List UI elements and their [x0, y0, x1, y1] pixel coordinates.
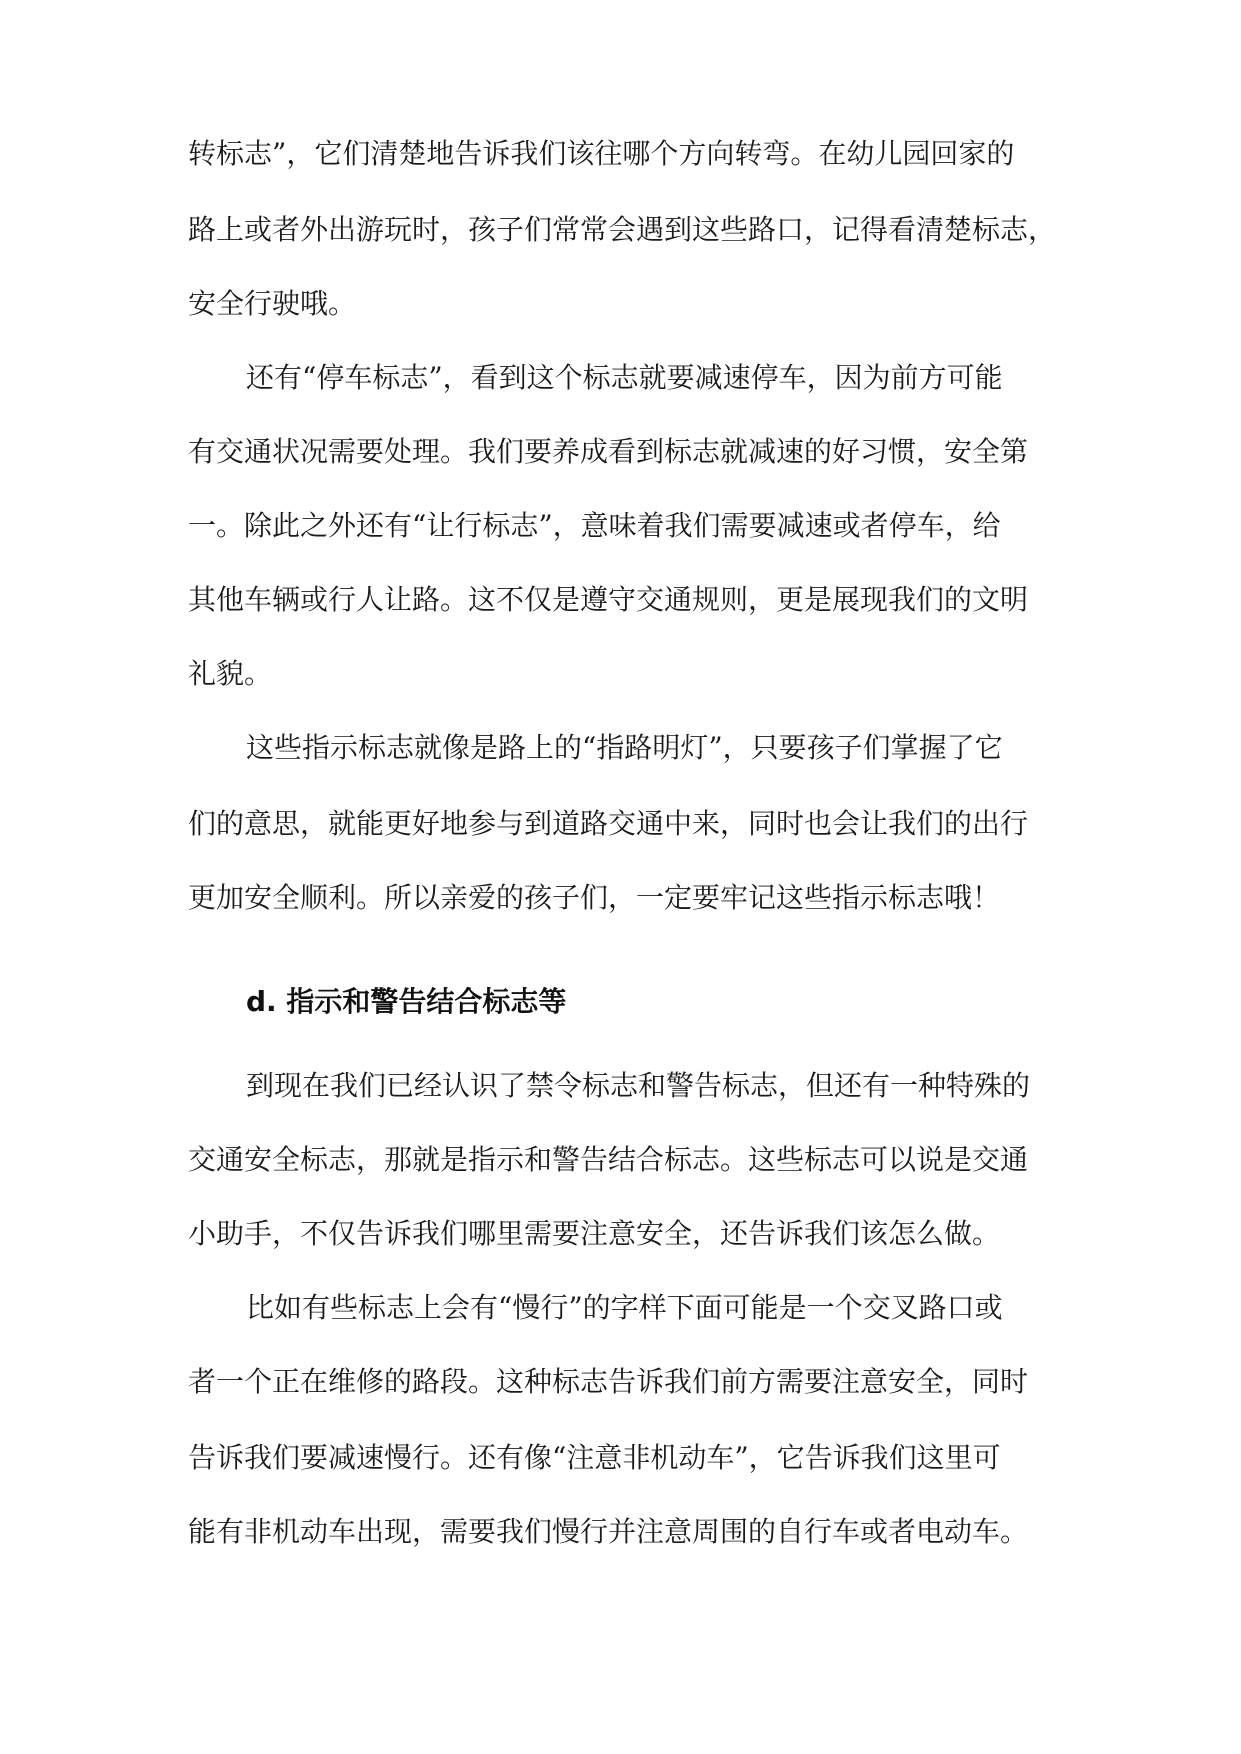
- paragraph-4-line-2: 交通安全标志，那就是指示和警告结合标志。这些标志可以说是交通: [188, 1143, 1029, 1176]
- paragraph-4-line-3: 小助手，不仅告诉我们哪里需要注意安全，还告诉我们该怎么做。: [188, 1217, 1001, 1250]
- paragraph-1-line-1: 转标志”，它们清楚地告诉我们该往哪个方向转弯。在幼儿园回家的: [188, 137, 1015, 170]
- paragraph-2-line-4: 其他车辆或行人让路。这不仅是遵守交通规则，更是展现我们的文明: [188, 583, 1029, 616]
- paragraph-3-line-3: 更加安全顺利。所以亲爱的孩子们，一定要牢记这些指示标志哦！: [188, 881, 1001, 914]
- paragraph-3-line-1: 这些指示标志就像是路上的“指路明灯”，只要孩子们掌握了它: [246, 731, 1003, 764]
- section-heading: d. 指示和警告结合标志等: [246, 985, 567, 1018]
- paragraph-2-line-3: 一。除此之外还有“让行标志”，意味着我们需要减速或者停车，给: [188, 509, 1001, 542]
- paragraph-3-line-2: 们的意思，就能更好地参与到道路交通中来，同时也会让我们的出行: [188, 807, 1029, 840]
- paragraph-4-line-1: 到现在我们已经认识了禁令标志和警告标志，但还有一种特殊的: [246, 1069, 1031, 1102]
- paragraph-5-line-1: 比如有些标志上会有“慢行”的字样下面可能是一个交叉路口或: [246, 1291, 1003, 1324]
- paragraph-5-line-2: 者一个正在维修的路段。这种标志告诉我们前方需要注意安全，同时: [188, 1365, 1029, 1398]
- paragraph-5-line-3: 告诉我们要减速慢行。还有像“注意非机动车”，它告诉我们这里可: [188, 1441, 1001, 1474]
- paragraph-2-line-5: 礼貌。: [188, 657, 273, 690]
- paragraph-2-line-1: 还有“停车标志”，看到这个标志就要减速停车，因为前方可能: [246, 361, 1003, 394]
- paragraph-5-line-4: 能有非机动车出现，需要我们慢行并注意周围的自行车或者电动车。: [188, 1515, 1029, 1548]
- paragraph-1-line-3: 安全行驶哦。: [188, 287, 357, 320]
- paragraph-1-line-2: 路上或者外出游玩时，孩子们常常会遇到这些路口，记得看清楚标志，: [188, 213, 1057, 246]
- paragraph-2-line-2: 有交通状况需要处理。我们要养成看到标志就减速的好习惯，安全第: [188, 435, 1029, 468]
